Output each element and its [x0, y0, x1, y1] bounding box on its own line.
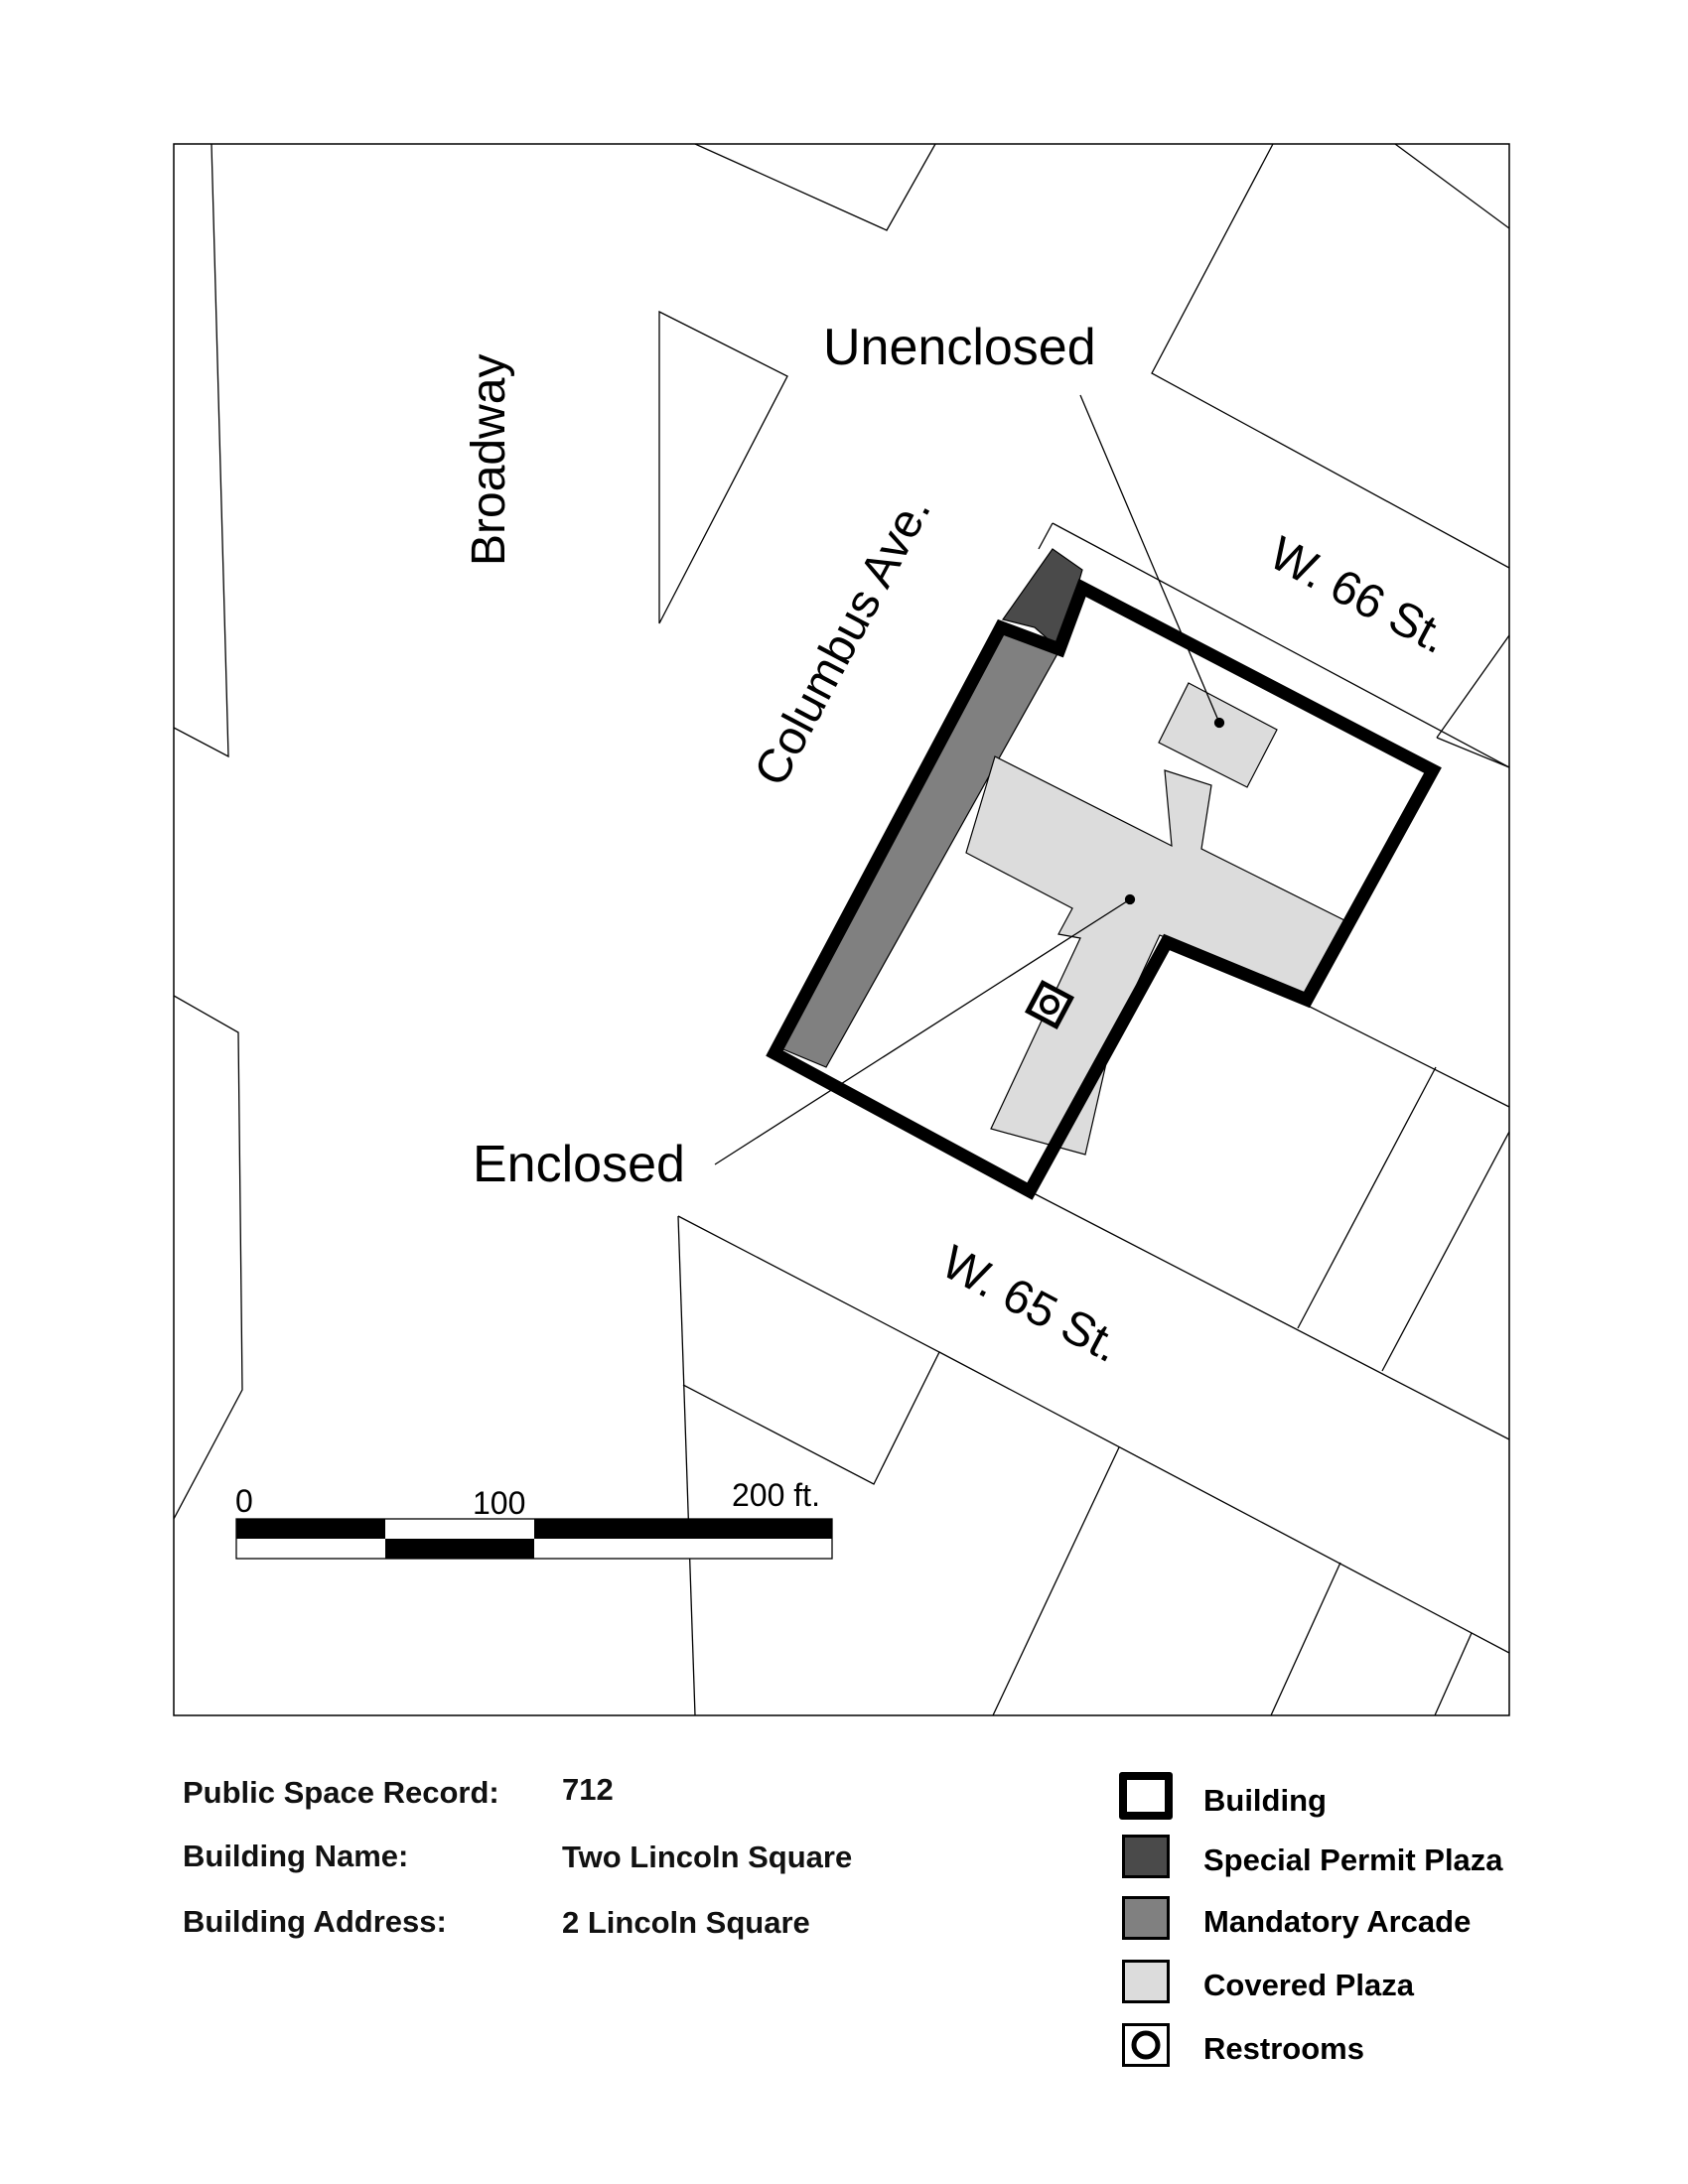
lot-line: [1437, 635, 1509, 738]
street-edge: [939, 1352, 1509, 1653]
street-w65: W. 65 St.: [932, 1235, 1129, 1374]
scale-seg: [385, 1539, 534, 1559]
lot-line: [1306, 1005, 1509, 1107]
scale-bar: [235, 1477, 832, 1559]
scale-seg: [236, 1519, 385, 1539]
label-enclosed: Enclosed: [473, 1136, 685, 1193]
street-w66: W. 66 St.: [1260, 526, 1457, 665]
legend-item-covered-plaza: [1122, 1960, 1658, 2015]
lot-line: [695, 144, 935, 230]
triangle-island: [659, 312, 787, 623]
scale-label-100: 100: [473, 1485, 526, 1521]
legend-item-restrooms: [1122, 2023, 1658, 2079]
street-edge: [678, 1216, 939, 1484]
lot-line: [1395, 144, 1509, 228]
legend-item-mandatory-arcade: [1122, 1896, 1658, 1952]
street-edge: [1437, 738, 1509, 767]
record-label: Public Space Record:: [183, 1775, 499, 1810]
lot-line: [1435, 1633, 1472, 1715]
scale-label-200: 200 ft.: [732, 1477, 820, 1513]
legend-label-restrooms: Restrooms: [1203, 2031, 1364, 2066]
lot-line: [1298, 1067, 1436, 1328]
legend-item-building: [1122, 1775, 1658, 1831]
street-edge: [678, 1216, 695, 1715]
street-broadway: Broadway: [463, 353, 515, 566]
record-value: 712: [562, 1772, 614, 1807]
unenclosed-point: [1215, 719, 1224, 728]
legend-label-building: Building: [1203, 1783, 1327, 1818]
enclosed-point: [1126, 895, 1135, 904]
building-address-value: 2 Lincoln Square: [562, 1905, 810, 1940]
building-name-label: Building Name:: [183, 1839, 409, 1873]
dark-gray-swatch-icon: [1122, 1835, 1170, 1878]
lot-line: [1152, 144, 1509, 568]
legend-label-special-permit-plaza: Special Permit Plaza: [1203, 1843, 1503, 1877]
lot-line: [174, 144, 228, 756]
covered-plaza-upper: [1159, 683, 1277, 787]
legend-label-mandatory-arcade: Mandatory Arcade: [1203, 1904, 1472, 1939]
scale-seg: [534, 1519, 832, 1539]
street-labels: [463, 354, 1457, 1374]
legend-item-special-permit-plaza: [1122, 1835, 1658, 1890]
lot-line: [174, 996, 242, 1519]
lot-line: [1382, 1132, 1509, 1371]
label-unenclosed: Unenclosed: [823, 319, 1096, 376]
scale-label-0: 0: [235, 1483, 253, 1519]
building-outline-icon: [1119, 1772, 1173, 1820]
gray-swatch-icon: [1122, 1896, 1170, 1940]
restroom-circle-icon: [1122, 2023, 1170, 2067]
lot-line: [993, 1447, 1119, 1715]
street-columbus: Columbus Ave.: [744, 487, 941, 795]
lot-line: [1039, 523, 1053, 549]
building-address-label: Building Address:: [183, 1904, 447, 1939]
unenclosed-leader: [1080, 395, 1219, 723]
legend-label-covered-plaza: Covered Plaza: [1203, 1968, 1414, 2002]
building-name-value: Two Lincoln Square: [562, 1840, 853, 1874]
light-gray-swatch-icon: [1122, 1960, 1170, 2003]
lot-line: [1271, 1563, 1340, 1715]
